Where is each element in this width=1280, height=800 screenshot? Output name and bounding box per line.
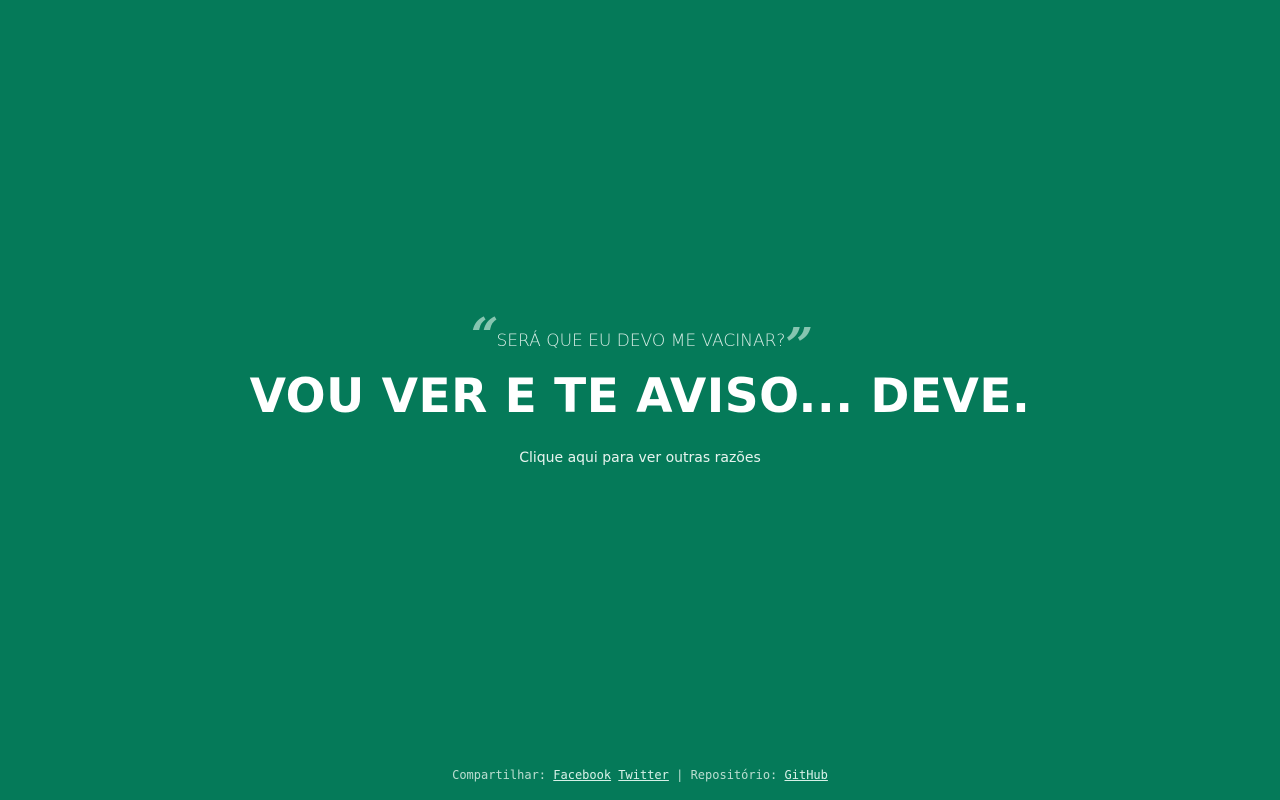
open-quote-icon: “ <box>470 308 495 364</box>
close-quote-icon: ” <box>785 318 810 374</box>
twitter-link[interactable]: Twitter <box>618 768 669 782</box>
footer <box>0 767 1280 783</box>
answer-headline: VOU VER E TE AVISO... DEVE. <box>249 369 1031 424</box>
repo-label: Repositório: <box>690 768 778 782</box>
facebook-link[interactable]: Facebook <box>553 768 612 782</box>
github-link[interactable]: GitHub <box>784 768 828 782</box>
question-text: SERÁ QUE EU DEVO ME VACINAR? <box>496 331 786 351</box>
share-label: Compartilhar: <box>452 768 547 782</box>
question-block <box>0 308 1280 374</box>
footer-separator: | <box>676 768 684 782</box>
more-reasons-link[interactable]: Clique aqui para ver outras razões <box>519 450 761 466</box>
